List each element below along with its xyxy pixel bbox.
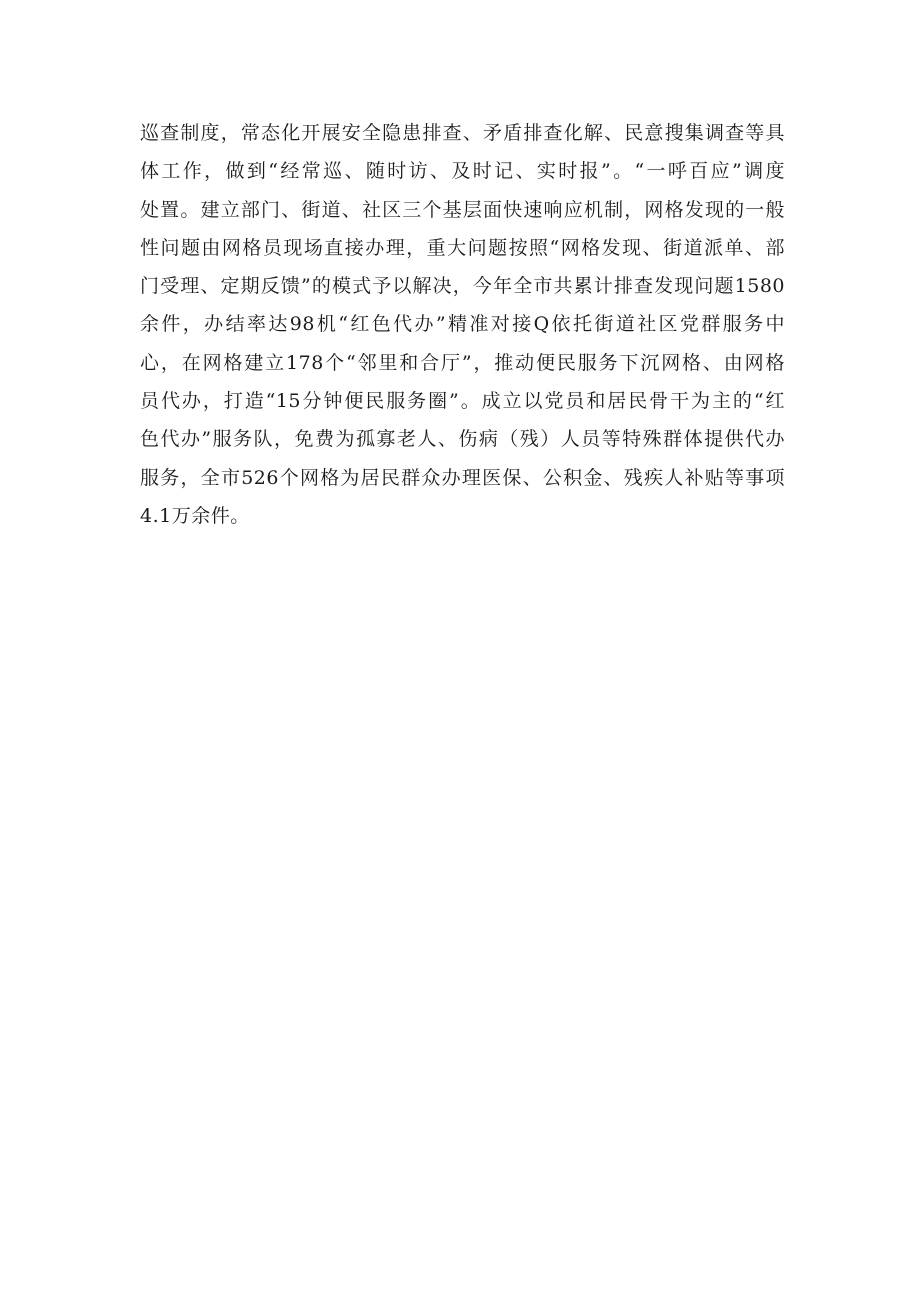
text-line: 性问题由网格员现场直接办理，重大问题按照“网格发现、街道派单、部 (140, 236, 785, 259)
body-paragraph (140, 114, 785, 535)
text-line: 员代办，打造“15分钟便民服务圈”。成立以党员和居民骨干为主的“红 (140, 390, 785, 413)
text-line: 巡查制度，常态化开展安全隐患排查、矛盾排查化解、民意搜集调查等具 (140, 122, 785, 144)
text-line: 色代办”服务队，免费为孤寡老人、伤病（残）人员等特殊群体提供代办 (140, 428, 785, 451)
text-line: 服务，全市526个网格为居民群众办理医保、公积金、残疾人补贴等事项 (140, 466, 785, 489)
text-line: 余件，办结率达98机“红色代办”精准对接Q依托街道社区党群服务中 (140, 313, 785, 336)
text-line: 心，在网格建立178个“邻里和合厅”，推动便民服务下沉网格、由网格 (140, 351, 785, 374)
text-line: 4.1万余件。 (140, 504, 250, 527)
text-line: 体工作，做到“经常巡、随时访、及时记、实时报”。“一呼百应”调度 (140, 160, 785, 183)
text-line: 处置。建立部门、街道、社区三个基层面快速响应机制，网格发现的一般 (140, 198, 785, 221)
text-line: 门受理、定期反馈”的模式予以解决，今年全市共累计排查发现问题1580 (140, 275, 785, 298)
